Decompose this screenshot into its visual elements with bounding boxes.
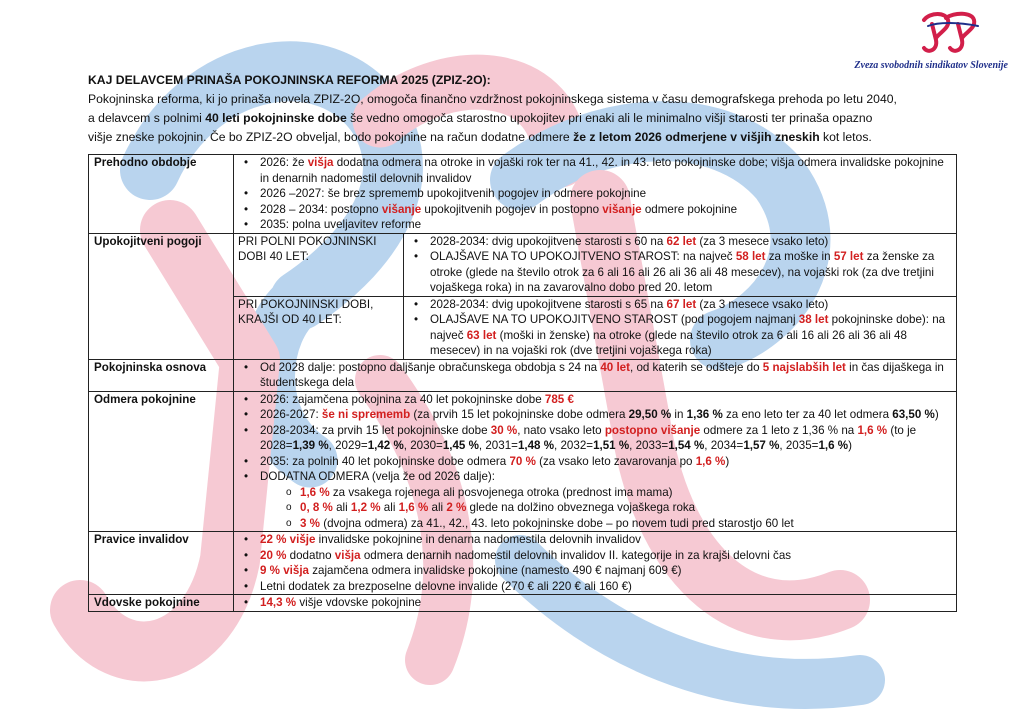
row-label: Prehodno obdobje	[89, 155, 234, 234]
sub-list-item: o 3 % (dvojna odmera) za 41., 42., 43. leto pokojninske dobe – po novem tudi pred starostjo 60 let	[300, 516, 952, 532]
sub-list-item: o 0, 8 % ali 1,2 % ali 1,6 % ali 2 % glede na dolžino obveznega vojaškega roka	[300, 500, 952, 516]
row-content	[234, 532, 957, 595]
sub-list-item: o 1,6 % za vsakega rojenega ali posvojenega otroka (prednost ima mama)	[300, 485, 952, 501]
row-pokojninska-osnova	[89, 359, 957, 391]
list-item: • 2026-2027: še ni sprememb (za prvih 15 let pokojninske dobe odmera 29,50 % in 1,36 % za eno leto ter za 40 let odmera 63,50 %)	[260, 407, 952, 423]
row-content	[234, 391, 957, 532]
row-vdovske-pokojnine	[89, 595, 957, 612]
row-odmera-pokojnine	[89, 391, 957, 532]
list-item: • DODATNA ODMERA (velja že od 2026 dalje):	[260, 469, 952, 485]
row-content	[234, 359, 957, 391]
list-item: • 2028-2034: dvig upokojitvene starosti s 60 na 62 let (za 3 mesece vsako leto)	[430, 234, 952, 250]
list-item: • 20 % dodatno višja odmera denarnih nadomestil delovnih invalidov II. kategorije in za krajši delovni čas	[260, 548, 952, 564]
page-title: KAJ DELAVCEM PRINAŠA POKOJNINSKA REFORMA 2025 (ZPIZ-2O):	[88, 73, 491, 87]
list-item: • 2026: že višja dodatna odmera na otroke in vojaški rok ter na 41., 42. in 43. leto pokojninske dobe; višja odmera invalidske pokojnine in denarnih nadomestil delovnih invalidov	[260, 155, 952, 186]
intro-line-1: Pokojninska reforma, ki jo prinaša novela ZPIZ-2O, omogoča finančno vzdržnost pokojninskega sistema v času demografskega prehoda po letu 2040,	[88, 92, 897, 106]
list-item: • 2035: za polnih 40 let pokojninske dobe odmera 70 % (za vsako leto zavarovanja po 1,6 %)	[260, 454, 952, 470]
row-pravice-invalidov	[89, 532, 957, 595]
row-content	[404, 296, 957, 359]
list-item: • 9 % višja zajamčena odmera invalidske pokojnine (namesto 490 € najmanj 609 €)	[260, 563, 952, 579]
intro-line-3: višje zneske pokojnin. Če bo ZPIZ-2O obveljal, bodo pokojnine na račun dodatne odmere že z letom 2026 odmerjene v višjih zneskih kot letos.	[88, 130, 872, 144]
list-item: • OLAJŠAVE NA TO UPOKOJITVENO STAROST: na največ 58 let za moške in 57 let za ženske za otroke (glede na število otrok za 6 ali 16 ali 26 ali 36 ali 48 mesecev), na vojaški rok (za dve tretjini vojaškega roka) in na zavarovalno dobo pred 20. letom	[430, 249, 952, 296]
row-content	[404, 233, 957, 296]
row-prehodno-obdobje	[89, 155, 957, 234]
row-label: Pravice invalidov	[89, 532, 234, 595]
list-item: • 2028-2034: dvig upokojitvene starosti s 65 na 67 let (za 3 mesece vsako leto)	[430, 297, 952, 313]
intro-line-2: a delavcem s polnimi 40 leti pokojninske dobe še vedno omogoča starostno upokojitev pri enaki ali le minimalno višji starosti ter prinaša opazno	[88, 111, 873, 125]
row-content	[234, 595, 957, 612]
zss-logo-icon	[918, 10, 988, 56]
list-item: • OLAJŠAVE NA TO UPOKOJITVENO STAROST (pod pogojem najmanj 38 let pokojninske dobe): na največ 63 let (moški in ženske) na otroke (glede na število otrok za 6 ali 16 ali 26 ali 36 ali 48 mesecev) in na vojaški rok (dve tretjini vojaškega roka)	[430, 312, 952, 359]
list-item: • 2026 –2027: še brez sprememb upokojitvenih pogojev in odmere pokojnine	[260, 186, 952, 202]
sub-label: PRI POLNI POKOJNINSKI DOBI 40 LET:	[234, 233, 404, 296]
row-upokojitveni-pogoji-1	[89, 233, 957, 296]
logo	[838, 10, 1018, 72]
sub-label: PRI POKOJNINSKI DOBI, KRAJŠI OD 40 LET:	[234, 296, 404, 359]
list-item: • 14,3 % višje vdovske pokojnine	[260, 595, 952, 611]
row-content	[234, 155, 957, 234]
list-item: • 2028 – 2034: postopno višanje upokojitvenih pogojev in postopno višanje odmere pokojnine	[260, 202, 952, 218]
list-item: • Od 2028 dalje: postopno daljšanje obračunskega obdobja s 24 na 40 let, od katerih se odšteje do 5 najslabših let in čas dijaškega in študentskega dela	[260, 360, 952, 391]
intro	[88, 71, 958, 147]
row-label: Upokojitveni pogoji	[89, 233, 234, 359]
logo-text: Zveza svobodnih sindikatov Slovenije	[854, 60, 1008, 71]
row-label: Odmera pokojnine	[89, 391, 234, 532]
list-item: • 2028-2034: za prvih 15 let pokojninske dobe 30 %, nato vsako leto postopno višanje odmere za 1 leto z 1,36 % na 1,6 % (to je 2028=1,39 %, 2029=1,42 %, 2030=1,45 %, 2031=1,48 %, 2032=1,51 %, 2033=1,54 %, 2034=1,57 %, 2035=1,6 %)	[260, 423, 952, 454]
list-item: • 2035: polna uveljavitev reforme	[260, 217, 952, 233]
list-item: • Letni dodatek za brezposelne delovne invalide (270 € ali 220 € ali 160 €)	[260, 579, 952, 595]
row-label: Pokojninska osnova	[89, 359, 234, 391]
list-item: • 22 % višje invalidske pokojnine in denarna nadomestila delovnih invalidov	[260, 532, 952, 548]
row-label: Vdovske pokojnine	[89, 595, 234, 612]
reform-table	[88, 154, 957, 612]
list-item: • 2026: zajamčena pokojnina za 40 let pokojninske dobe 785 €	[260, 392, 952, 408]
